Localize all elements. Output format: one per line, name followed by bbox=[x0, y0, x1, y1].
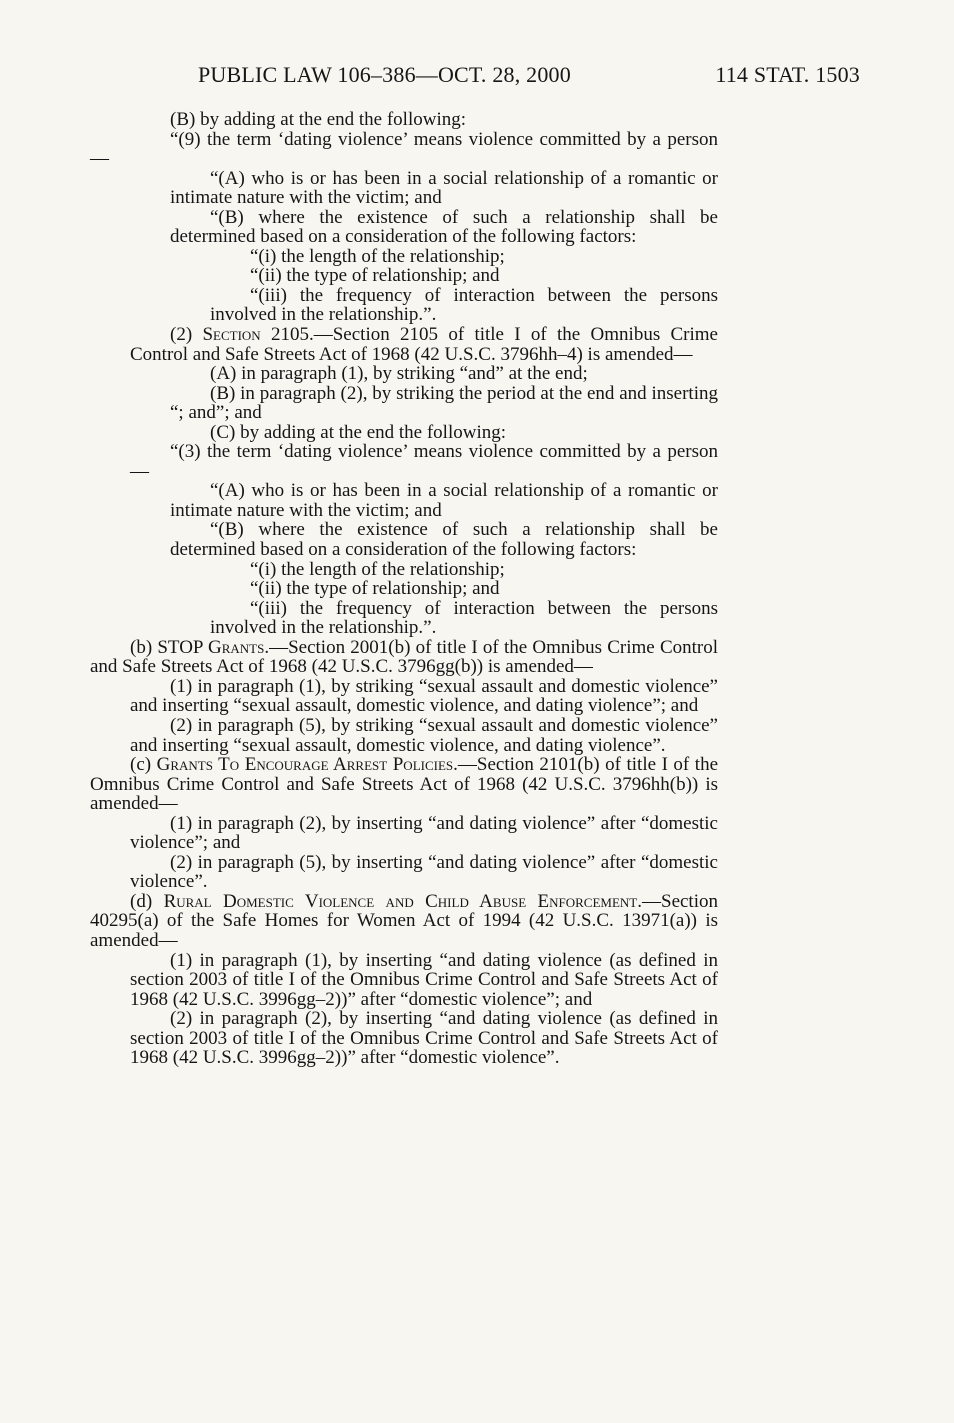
paragraph-b-adding: (B) by adding at the end the following: bbox=[170, 109, 467, 130]
paragraph-9-b-iii: “(iii) the frequency of interaction between the persons involved in the relationship.”. bbox=[210, 284, 718, 326]
paragraph-definition-3: “(3) the term ‘dating violence’ means violence committed by a person— bbox=[130, 441, 718, 482]
paragraph-rural-2: (2) in paragraph (2), by inserting “and dating violence (as defined in section 2003 of title I of the Omnibus Crime Control and Safe Streets Act of 1968 (42 U.S.C. 3996gg–2))” after “domestic violence”. bbox=[130, 1008, 718, 1069]
paragraph-9-b-ii: “(ii) the type of relationship; and bbox=[250, 265, 500, 287]
header-citation: PUBLIC LAW 106–386—OCT. 28, 2000 bbox=[198, 62, 571, 87]
paragraph-3-b-ii: “(ii) the type of relationship; and bbox=[250, 578, 500, 600]
paragraph-3-b: “(B) where the existence of such a relationship shall be determined based on a consideration of the following factors: bbox=[170, 519, 718, 561]
paragraph-3-b-i: “(i) the length of the relationship; bbox=[250, 558, 505, 580]
paragraph-rural-lead: (d) bbox=[130, 890, 164, 912]
paragraph-section-2105 bbox=[90, 325, 718, 364]
paragraph-9-a: “(A) who is or has been in a social relationship of a romantic or intimate nature with the victim; and bbox=[170, 167, 718, 209]
header-page-number: 114 STAT. 1503 bbox=[715, 62, 860, 87]
paragraph-rural-1: (1) in paragraph (1), by inserting “and dating violence (as defined in section 2003 of title I of the Omnibus Crime Control and Safe Streets Act of 1968 (42 U.S.C. 3996gg–2))” after “domestic violence”; and bbox=[130, 949, 718, 1010]
paragraph-2105-lead: (2) bbox=[170, 324, 203, 346]
paragraph-9-b-i: “(i) the length of the relationship; bbox=[250, 245, 505, 267]
paragraph-arrest-policies bbox=[90, 755, 718, 814]
paragraph-rural-text: —Section 40295(a) of the Safe Homes for Women Act of 1994 (42 U.S.C. 13971(a)) is amended— bbox=[90, 890, 718, 951]
paragraph-stop-grants-text: —Section 2001(b) of title I of the Omnibus Crime Control and Safe Streets Act of 1968 (42 U.S.C. 3796gg(b)) is amended— bbox=[90, 636, 719, 678]
paragraph-3-b-iii: “(iii) the frequency of interaction between the persons involved in the relationship.”. bbox=[210, 597, 718, 639]
paragraph-2105-a: (A) in paragraph (1), by striking “and” at the end; bbox=[210, 363, 588, 385]
paragraph-arrest-caption: Grants To Encourage Arrest Policies. bbox=[156, 754, 458, 776]
paragraph-stop-1: (1) in paragraph (1), by striking “sexual assault and domestic violence” and inserting “sexual assault, domestic violence, and dating violence”; and bbox=[130, 675, 718, 717]
paragraph-rural-caption: Rural Domestic Violence and Child Abuse Enforcement. bbox=[163, 890, 642, 912]
paragraph-stop-grants bbox=[90, 638, 718, 677]
paragraph-2105-text: —Section 2105 of title I of the Omnibus Crime Control and Safe Streets Act of 1968 (42 U.S.C. 3796hh–4) is amended— bbox=[130, 324, 718, 365]
paragraph-2105-c: (C) by adding at the end the following: bbox=[210, 421, 507, 443]
document-body bbox=[90, 110, 718, 1068]
paragraph-definition-9: “(9) the term ‘dating violence’ means violence committed by a person— bbox=[90, 128, 718, 170]
paragraph-arrest-text: —Section 2101(b) of title I of the Omnibus Crime Control and Safe Streets Act of 1968 (42 U.S.C. 3796hh(b)) is amended— bbox=[90, 754, 719, 815]
paragraph-stop-grants-lead: (b) bbox=[130, 636, 158, 658]
paragraph-3-a: “(A) who is or has been in a social relationship of a romantic or intimate nature with the victim; and bbox=[170, 480, 718, 521]
paragraph-arrest-2: (2) in paragraph (5), by inserting “and dating violence” after “domestic violence”. bbox=[130, 851, 718, 893]
paragraph-arrest-1: (1) in paragraph (2), by inserting “and dating violence” after “domestic violence”; and bbox=[130, 812, 718, 854]
paragraph-9-b: “(B) where the existence of such a relationship shall be determined based on a consideration of the following factors: bbox=[170, 206, 718, 248]
paragraph-stop-grants-caption: STOP Grants. bbox=[157, 636, 270, 658]
paragraph-2105-caption: Section 2105. bbox=[202, 324, 314, 346]
paragraph-arrest-lead: (c) bbox=[130, 754, 157, 776]
paragraph-rural-enforcement bbox=[90, 892, 718, 951]
paragraph-stop-2: (2) in paragraph (5), by striking “sexual assault and domestic violence” and inserting “sexual assault, domestic violence, and dating violence”. bbox=[130, 714, 718, 756]
paragraph-2105-b: (B) in paragraph (2), by striking the period at the end and inserting “; and”; and bbox=[170, 382, 718, 424]
